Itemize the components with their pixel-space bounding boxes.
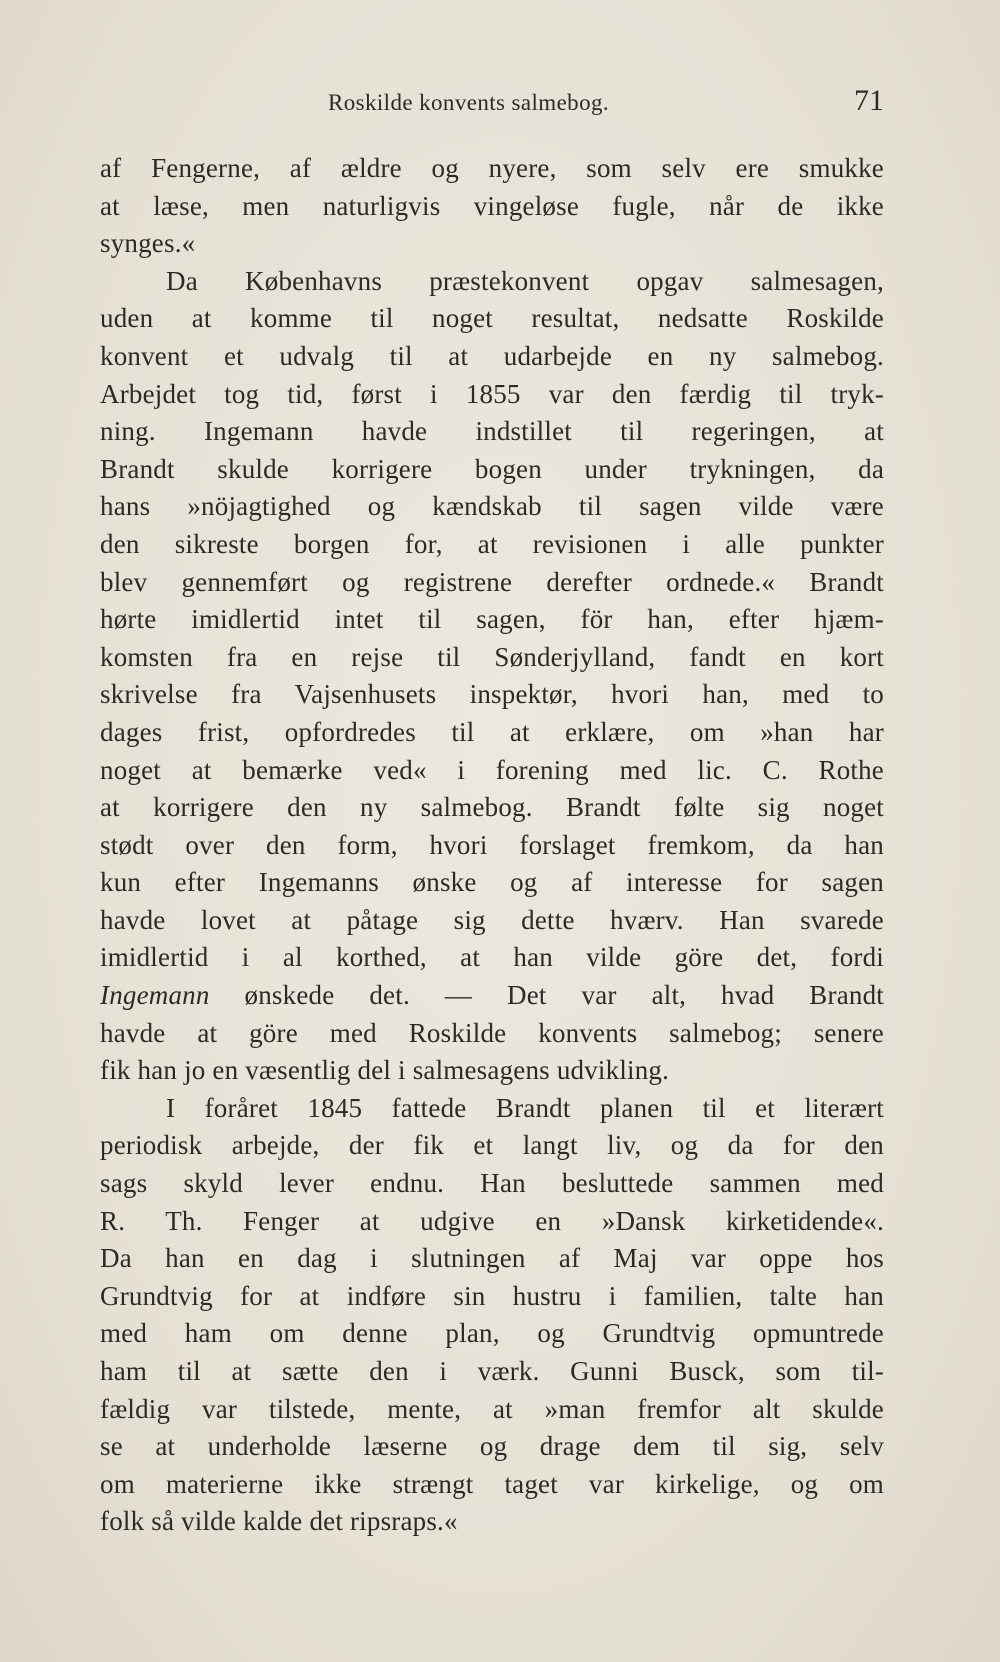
text-line: ning. Ingemann havde indstillet til regeringen, at xyxy=(100,416,884,447)
running-head xyxy=(100,84,884,128)
text-line: uden at komme til noget resultat, nedsatte Roskilde xyxy=(100,303,884,334)
text-line: noget at bemærke ved« i forening med lic. C. Rothe xyxy=(100,754,884,785)
text-line: sags skyld lever endnu. Han besluttede sammen med xyxy=(100,1168,884,1199)
text-line: synges.« xyxy=(100,228,196,259)
text-line: Da han en dag i slutningen af Maj var oppe hos xyxy=(100,1243,884,1274)
italic-name: Ingemann xyxy=(100,980,210,1011)
text-line: blev gennemført og registrene derefter ordnede.« Brandt xyxy=(100,566,884,597)
text-line: Brandt skulde korrigere bogen under trykningen, da xyxy=(100,453,884,484)
text-line: R. Th. Fenger at udgive en »Dansk kirketidende«. xyxy=(100,1205,884,1236)
page-number: 71 xyxy=(854,84,884,117)
text-line: periodisk arbejde, der fik et langt liv, og da for den xyxy=(100,1130,884,1161)
text-line: hans »nöjagtighed og kændskab til sagen vilde være xyxy=(100,491,884,522)
text-line: hørte imidlertid intet til sagen, för han, efter hjæm- xyxy=(100,604,884,635)
text-line: den sikreste borgen for, at revisionen i alle punkter xyxy=(100,528,884,559)
text-line: at korrigere den ny salmebog. Brandt følte sig noget xyxy=(100,792,884,823)
text-line: I foråret 1845 fattede Brandt planen til et literært xyxy=(166,1092,884,1123)
text-line: se at underholde læserne og drage dem til sig, selv xyxy=(100,1431,884,1462)
text-line: komsten fra en rejse til Sønderjylland, fandt en kort xyxy=(100,641,884,672)
text-line: med ham om denne plan, og Grundtvig opmuntrede xyxy=(100,1318,884,1349)
text-line: af Fengerne, af ældre og nyere, som selv ere smukke xyxy=(100,153,884,183)
text-line: at læse, men naturligvis vingeløse fugle, når de ikke xyxy=(100,190,884,221)
text-line: havde at göre med Roskilde konvents salmebog; senere xyxy=(100,1017,884,1048)
text-line: skrivelse fra Vajsenhusets inspektør, hvori han, med to xyxy=(100,679,884,710)
text-line-rest: ønskede det. — Det var alt, hvad Brandt xyxy=(209,980,884,1011)
text-line: om materierne ikke strængt taget var kirkelige, og om xyxy=(100,1468,884,1499)
text-line: fik han jo en væsentlig del i salmesagens udvikling. xyxy=(100,1055,670,1086)
text-line: imidlertid i al korthed, at han vilde göre det, fordi xyxy=(100,942,884,973)
text-line: kun efter Ingemanns ønske og af interesse for sagen xyxy=(100,867,884,898)
text-line: ham til at sætte den i værk. Gunni Busck, som til- xyxy=(100,1356,884,1386)
text-line: fældig var tilstede, mente, at »man fremfor alt skulde xyxy=(100,1393,884,1424)
text-line: Grundtvig for at indføre sin hustru i familien, talte han xyxy=(100,1280,884,1311)
text-line: dages frist, opfordredes til at erklære, om »han har xyxy=(100,716,884,747)
running-title: Roskilde konvents salmebog. xyxy=(328,90,610,115)
text-line: Da Københavns præstekonvent opgav salmesagen, xyxy=(166,265,884,296)
body-text xyxy=(100,150,884,1541)
text-line: folk så vilde kalde det ripsraps.« xyxy=(100,1506,458,1537)
text-line: Arbejdet tog tid, først i 1855 var den færdig til tryk- xyxy=(100,378,884,409)
text-line: stødt over den form, hvori forslaget fremkom, da han xyxy=(100,829,884,860)
text-line-mixed xyxy=(100,977,884,1015)
text-line: konvent et udvalg til at udarbejde en ny salmebog. xyxy=(100,340,884,371)
text-line: havde lovet at påtage sig dette hværv. Han svarede xyxy=(100,904,884,935)
